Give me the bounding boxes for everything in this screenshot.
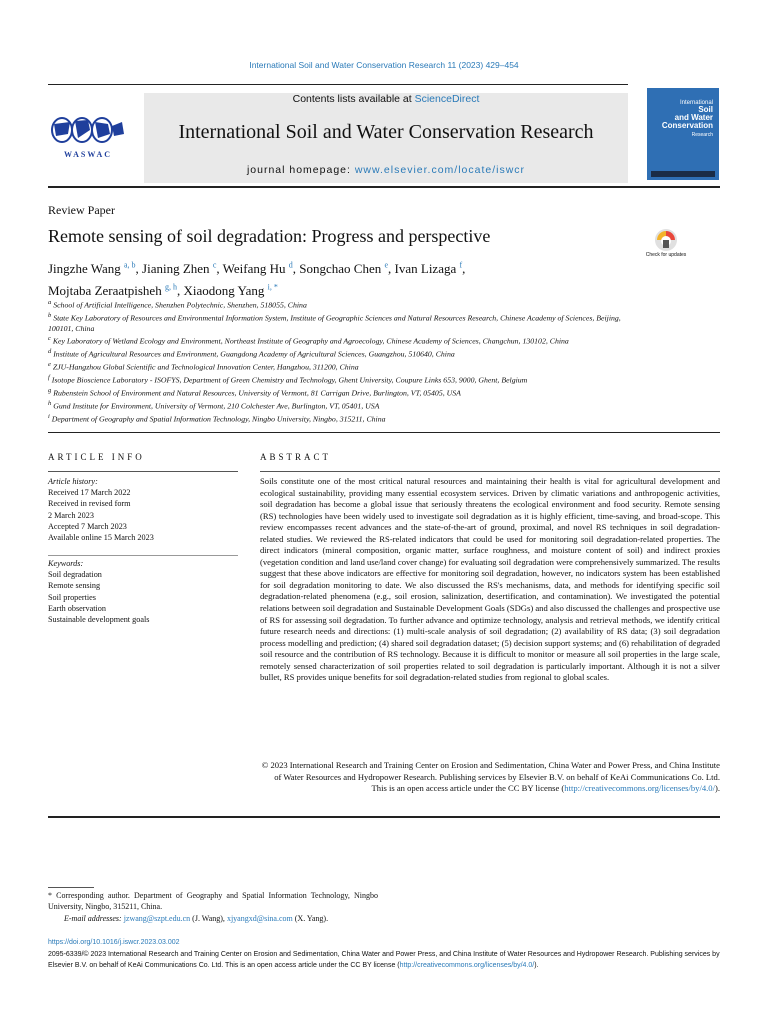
affiliation-sup: i (48, 413, 50, 421)
history-item: Accepted 7 March 2023 (48, 521, 127, 531)
author-sep: , (292, 261, 300, 277)
header-top-rule (48, 84, 628, 85)
history-item: Received in revised form (48, 499, 131, 509)
logo-text: WASWAC (63, 150, 113, 159)
keywords-label: Keywords: (48, 559, 84, 568)
author-name[interactable]: Weifang Hu (222, 261, 286, 277)
author-list (48, 257, 648, 300)
keywords (48, 558, 238, 625)
author-sup[interactable]: a, b (123, 261, 136, 270)
author[interactable] (395, 261, 466, 276)
homepage-prefix: journal homepage: (246, 164, 355, 176)
author[interactable] (299, 261, 394, 276)
affiliation-text: Department of Geography and Spatial Information Technology, Ningbo University, Ningbo, 315211, China (51, 415, 386, 424)
keyword: Sustainable development goals (48, 615, 150, 625)
history-label: Article history: (48, 477, 98, 486)
crossmark-label: Check for updates (645, 252, 687, 258)
author-sep: , (388, 261, 395, 277)
author-name[interactable]: Xiaodong Yang (183, 282, 265, 298)
affiliation-text: Isotope Bioscience Laboratory - ISOFYS, Department of Green Chemistry and Technology, Ghent University, Coupure Links 653, 9000, Ghent, Belgium (51, 376, 528, 385)
corresponding-author-note: * Corresponding author. Department of Geography and Spatial Information Technology, Ningbo University, Ningbo, 315211, China. (48, 891, 378, 912)
header-bottom-rule (48, 186, 720, 188)
author-sup[interactable]: f (459, 261, 463, 270)
homepage-line (144, 164, 628, 176)
email-label: E-mail addresses: (64, 914, 124, 923)
bottom-license-link[interactable]: http://creativecommons.org/licenses/by/4.0/ (399, 961, 535, 969)
affiliation-sup: a (48, 299, 52, 306)
author-sep: , (216, 261, 223, 277)
email-link-2[interactable]: xjyangxd@sina.com (226, 914, 293, 923)
affiliation (48, 360, 638, 373)
email-owner-2: (X. Yang). (292, 914, 329, 923)
article-history (48, 476, 238, 543)
email-link-1[interactable]: jzwang@szpt.edu.cn (123, 914, 191, 923)
affiliation (48, 298, 638, 311)
sciencedirect-link[interactable]: ScienceDirect (414, 93, 480, 105)
cover-title-a: Soil (698, 105, 713, 114)
affiliation (48, 311, 638, 334)
history-item: Received 17 March 2022 (48, 488, 131, 498)
author-sup[interactable]: d (288, 261, 293, 270)
affiliation-text: State Key Laboratory of Resources and Environmental Information System, Institute of Geographic Sciences and Natural Resources Research, Chinese Academy of Sciences, Beijing, 100101, China (48, 313, 621, 333)
keyword: Earth observation (48, 603, 106, 613)
author-name[interactable]: Jianing Zhen (142, 261, 210, 277)
affiliation (48, 334, 638, 347)
email-owner-1: (J. Wang), (190, 914, 227, 923)
author-sup[interactable]: c (212, 261, 217, 270)
affiliation-sup: f (48, 374, 50, 382)
author-name[interactable]: Mojtaba Zeraatpisheh (48, 282, 162, 298)
author-sup[interactable]: g, h (164, 282, 177, 292)
cover-title-c: Conservation (661, 121, 713, 130)
citation-text[interactable]: International Soil and Water Conservation Research 11 (2023) 429–454 (249, 60, 519, 70)
doi-link[interactable]: https://doi.org/10.1016/j.iswcr.2023.03.002 (48, 939, 180, 946)
keyword: Remote sensing (48, 581, 101, 591)
keyword: Soil degradation (48, 570, 102, 580)
author-sup[interactable]: e (384, 261, 389, 270)
license-link[interactable]: http://creativecommons.org/licenses/by/4.0/ (564, 783, 715, 794)
journal-citation[interactable] (0, 60, 768, 70)
cover-bottom-bar (651, 171, 715, 177)
article-info-heading: ARTICLE INFO (48, 452, 145, 462)
author-sep: , (176, 282, 184, 298)
footnote-rule (48, 887, 94, 888)
journal-title: International Soil and Water Conservation Research (178, 121, 594, 143)
bottom-license-text: 2095-6339/© 2023 International Research and Training Center on Erosion and Sedimentation, China Water and Power Press, and China Institute of Water Resources and Hydropower Research. Publishing services by Elsevier B.V. on behalf of KeAi Communications Co. Ltd. This is an open access article under the CC BY license ( (48, 951, 720, 969)
affiliation-sup: g (48, 387, 52, 395)
abstract-rule (260, 471, 720, 472)
author[interactable] (48, 283, 183, 298)
abstract-text: Soils constitute one of the most critical natural resources and maintaining their health is vital for agricultural development and ecological sustainability, providing many essential ecosystem services. Driven by climatic variations and anthropogenic activities, soil degradation has become a global issue that seriously threatens the ecological environment and food security. Remote sensing (RS) technologies have been widely used to investigate soil degradation as it is highly efficient, time-saving, and broad-scope. This review encompasses recent advances and the state-of-the-art of ground, proximal, and novel RS techniques in soil degradation-related studies. We reviewed the RS-related indicators that could be used for monitoring soil degradation-related properties. The direct indicators (mineral composition, organic matter, surface roughness, and moisture content of soil) and indirect proxies (vegetation condition and land use/land cover change) for evaluating soil degradation were comprehensively summarized. The results suggest that these above indicators are effective for monitoring soil degradation, however, no indicators system has been established for soil degradation monitoring to date. We also discussed the RS's mechanisms, data, and methods for identifying specific soil degradation-related phenomena (e.g., soil erosion, salinization, desertification, and contamination). We investigated the potential relations between soil degradation and Sustainable Development Goals (SDGs) and also discussed the challenges and prospective use of RS for assessing soil degradation. To further advance and optimize technology, analysis and retrieval methods, we identify critical future research needs and directions: (1) multi-scale analysis of soil degradation; (2) availability of RS data; (3) soil degradation process modelling and prediction; (4) shared soil degradation dataset; (5) decision support systems; and (6) rehabilitation of degraded soil resource and the contribution of RS technology. Because it is difficult to monitor or measure all soil properties in the large scale, remotely sensed characterization of soil properties related to soil degradation is particularly important. Although it is not a silver bullet, RS provides unique benefits for soil degradation-related studies from regional to global scales. (260, 476, 720, 683)
affiliation-text: Rubenstein School of Environment and Natural Resources, University of Vermont, 81 Carrigan Drive, Burlington, VT, 05405, USA (53, 389, 461, 398)
waswac-logo (48, 112, 128, 162)
affiliation (48, 412, 638, 425)
author[interactable] (48, 261, 142, 276)
affiliation-sup: e (48, 361, 51, 369)
affiliation-text: Gund Institute for Environment, University of Vermont, 210 Colchester Ave, Burlington, VT, 05401, USA (53, 402, 380, 411)
affiliation-sup: d (48, 348, 52, 356)
bottom-license-end: ). (534, 961, 539, 969)
keywords-rule (48, 555, 238, 556)
cover-line3: Research (691, 132, 713, 138)
author-name[interactable]: Jingzhe Wang (48, 261, 121, 277)
article-type: Review Paper (48, 203, 115, 217)
keyword: Soil properties (48, 592, 96, 602)
author-sep: , (135, 261, 143, 277)
affiliation-text: Institute of Agricultural Resources and Environment, Guangdong Academy of Agricultural Sciences, Guangzhou, 510640, China (53, 350, 455, 359)
author[interactable] (223, 261, 300, 276)
affiliation-text: School of Artificial Intelligence, Shenzhen Polytechnic, Shenzhen, 518055, China (53, 300, 307, 310)
author[interactable] (183, 283, 277, 298)
affiliation-sup: h (48, 400, 52, 408)
author[interactable] (142, 261, 223, 276)
abstract-heading: ABSTRACT (260, 452, 332, 462)
contents-prefix: Contents lists available at (292, 93, 415, 105)
cover-line1: International (679, 100, 713, 106)
homepage-link[interactable]: www.elsevier.com/locate/iswcr (354, 164, 526, 176)
author-sup[interactable]: i, * (267, 282, 278, 292)
copyright-notice (260, 760, 720, 795)
cover-title (662, 106, 713, 130)
article-title: Remote sensing of soil degradation: Progress and perspective (48, 226, 491, 246)
affiliation (48, 399, 638, 412)
abstract-end-rule (48, 816, 720, 818)
history-item: 2 March 2023 (48, 510, 94, 520)
affiliation (48, 347, 638, 360)
article-info-rule (48, 471, 238, 472)
affiliation-text: ZJU-Hangzhou Global Scientific and Technological Innovation Center, Hangzhou, 311200, China (52, 363, 359, 372)
journal-cover[interactable] (647, 88, 719, 180)
copyright-text: © 2023 International Research and Training Center on Erosion and Sedimentation, China Water and Power Press, and China Institute of Water Resources and Hydropower Research. Publishing services by Elsevier B.V. on behalf of KeAi Communications Co. Ltd. This is an open access article under the CC BY license ( (261, 760, 720, 794)
history-item: Available online 15 March 2023 (48, 533, 154, 543)
affiliation-sup: b (48, 312, 52, 319)
copyright-end: ). (714, 783, 720, 794)
affiliation (48, 373, 638, 386)
affiliation-text: Key Laboratory of Wetland Ecology and Environment, Northeast Institute of Geography and Agroecology, Chinese Academy of Sciences, Changchun, 130102, China (52, 337, 569, 346)
author-sep: , (462, 261, 466, 277)
bottom-license (48, 950, 728, 971)
cover-title-b: and Water (674, 113, 713, 122)
affiliations (48, 298, 638, 425)
author-name[interactable]: Songchao Chen (299, 261, 382, 277)
section-rule (48, 432, 720, 433)
email-line (64, 913, 404, 924)
author-name[interactable]: Ivan Lizaga (394, 261, 457, 277)
contents-line (144, 93, 628, 105)
affiliation (48, 386, 638, 399)
affiliation-sup: c (48, 335, 51, 343)
